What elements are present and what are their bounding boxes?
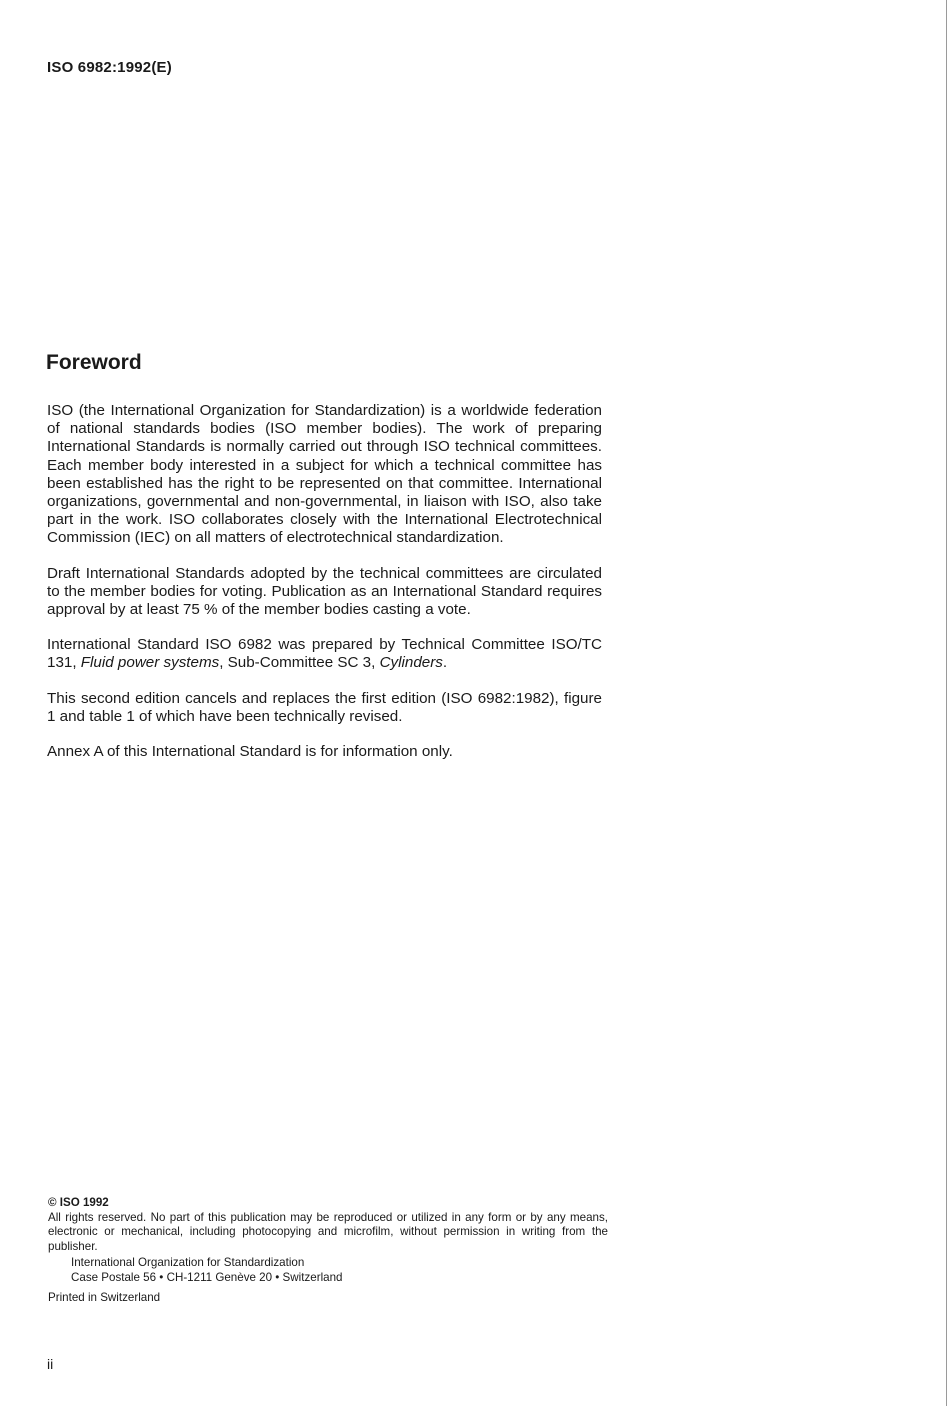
page-edge-line — [946, 0, 947, 1406]
p3-text-1: International Standard ISO 6982 was prepared by Technical Committee ISO/TC 131, — [47, 636, 602, 672]
p3-text-3: . — [442, 654, 448, 672]
org-address: Case Postale 56 • CH-1211 Genève 20 • Switzerland — [71, 1270, 343, 1284]
printed-in: Printed in Switzerland — [48, 1290, 161, 1304]
copyright-block — [48, 1196, 608, 1305]
foreword-paragraph-5: Annex A of this International Standard is for information only. — [47, 743, 453, 761]
foreword-paragraph-2: Draft International Standards adopted by the technical committees are circulated to the member bodies for voting. Publication as an International Standard requires approval by at least 75 % of the member bodies casting a vote. — [47, 564, 602, 619]
foreword-paragraph-1: ISO (the International Organization for Standardization) is a worldwide federation of national standards bodies (ISO member bodies). The work of preparing International Standards is normally carried out through ISO technical committees. Each member body interested in a subject for which a technical committee has been established has the right to be represented on that committee. International organizations, governmental and non-governmental, in liaison with ISO, also take part in the work. ISO collaborates closely with the International Electrotechnical Commission (IEC) on all matters of electrotechnical standardization. — [47, 402, 602, 547]
p3-italic-1: Fluid power systems — [80, 654, 220, 672]
p3-text-2: , Sub-Committee SC 3, — [219, 654, 380, 672]
foreword-body — [47, 402, 602, 778]
p3-italic-2: Cylinders — [379, 654, 443, 672]
org-name: International Organization for Standardization — [71, 1256, 305, 1270]
document-id: ISO 6982:1992(E) — [47, 59, 172, 76]
foreword-heading: Foreword — [46, 351, 142, 374]
copyright-line: © ISO 1992 — [48, 1196, 109, 1209]
foreword-paragraph-4: This second edition cancels and replaces the first edition (ISO 6982:1982), figure 1 and table 1 of which have been technically revised. — [47, 689, 602, 725]
rights-notice: All rights reserved. No part of this publication may be reproduced or utilized in any form or by any means, electronic or mechanical, including photocopying and microfilm, without permission in writing from the publisher. — [48, 1210, 608, 1253]
page-number: ii — [47, 1356, 54, 1372]
foreword-paragraph-3 — [47, 636, 602, 672]
